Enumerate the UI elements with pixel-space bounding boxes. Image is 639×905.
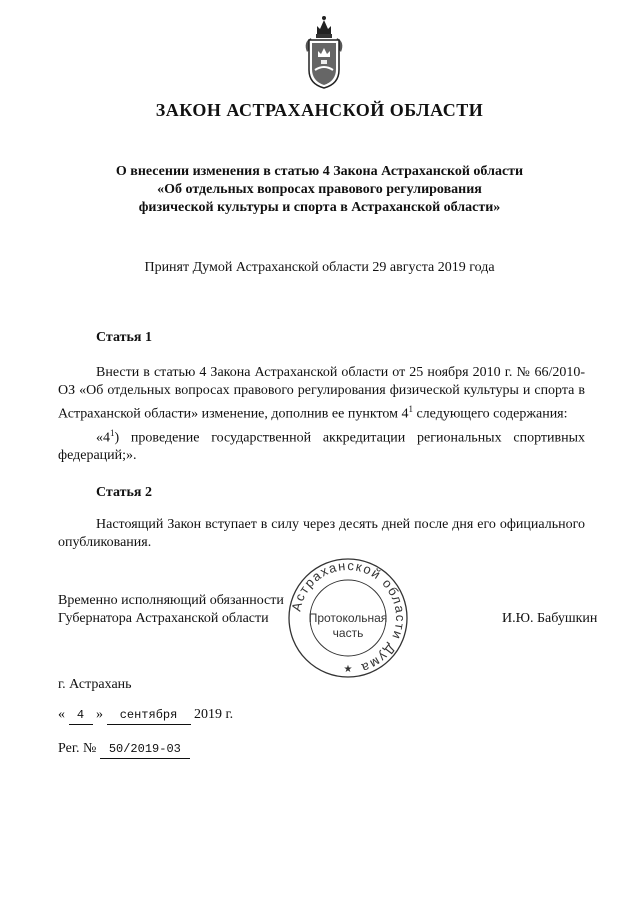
stamp-inner-line-1: Протокольная bbox=[308, 611, 388, 625]
subtitle-line-1: О внесении изменения в статью 4 Закона Астраханской области bbox=[115, 164, 524, 179]
article-2-heading: Статья 2 bbox=[96, 485, 152, 500]
subtitle-line-2: «Об отдельных вопросах правового регулирования bbox=[157, 182, 482, 197]
city: г. Астрахань bbox=[58, 677, 132, 692]
article-1-text: Внести в статью 4 Закона Астраханской области от 25 ноября 2010 г. № 66/2010-ОЗ «Об отдельных вопросах правового регулирования физической культуры и спорта в Астраханской области» изменение, дополнив ее пунктом 4 bbox=[58, 365, 585, 422]
article-2-body bbox=[58, 516, 585, 552]
stamp-star-icon: ★ bbox=[343, 664, 353, 675]
signatory-name: И.Ю. Бабушкин bbox=[502, 611, 598, 626]
signatory-position bbox=[58, 592, 284, 628]
date-day: 4 bbox=[69, 706, 93, 725]
date-month: сентября bbox=[107, 706, 191, 725]
law-subtitle bbox=[0, 163, 639, 217]
article-2-paragraph: Настоящий Закон вступает в силу через десять дней после дня его официального опубликования. bbox=[58, 517, 585, 550]
superscript: 1 bbox=[408, 404, 413, 414]
signatory-line-1: Временно исполняющий обязанности bbox=[58, 593, 284, 608]
document-title: ЗАКОН АСТРАХАНСКОЙ ОБЛАСТИ bbox=[155, 100, 484, 120]
signing-date bbox=[58, 706, 233, 725]
coat-of-arms-emblem bbox=[299, 12, 349, 92]
article-1-heading: Статья 1 bbox=[96, 330, 152, 345]
signatory-line-2: Губернатора Астраханской области bbox=[58, 611, 269, 626]
stamp-inner-line-2: часть bbox=[332, 626, 364, 640]
reg-label: Рег. № bbox=[58, 741, 97, 756]
stamp-ring-text: Астраханской области Дума bbox=[288, 557, 409, 677]
registration-number bbox=[58, 740, 190, 759]
article-1-text-tail: следующего содержания: bbox=[412, 406, 568, 422]
clause-open: «4 bbox=[96, 430, 110, 446]
subtitle-line-3: физической культуры и спорта в Астраханской области» bbox=[138, 200, 501, 215]
article-1-paragraph bbox=[58, 364, 585, 424]
stamp-inner-text bbox=[300, 611, 396, 641]
article-1-clause bbox=[58, 424, 585, 466]
date-quote-close: » bbox=[96, 707, 103, 722]
reg-number-value: 50/2019-03 bbox=[100, 740, 190, 759]
article-1-body bbox=[58, 364, 585, 465]
adoption-statement: Принят Думой Астраханской области 29 августа 2019 года bbox=[144, 260, 495, 275]
clause-superscript: 1 bbox=[110, 427, 115, 438]
date-year: 2019 г. bbox=[194, 707, 234, 722]
date-quote-open: « bbox=[58, 707, 65, 722]
clause-text: ) проведение государственной аккредитации региональных спортивных федераций;». bbox=[58, 430, 585, 464]
